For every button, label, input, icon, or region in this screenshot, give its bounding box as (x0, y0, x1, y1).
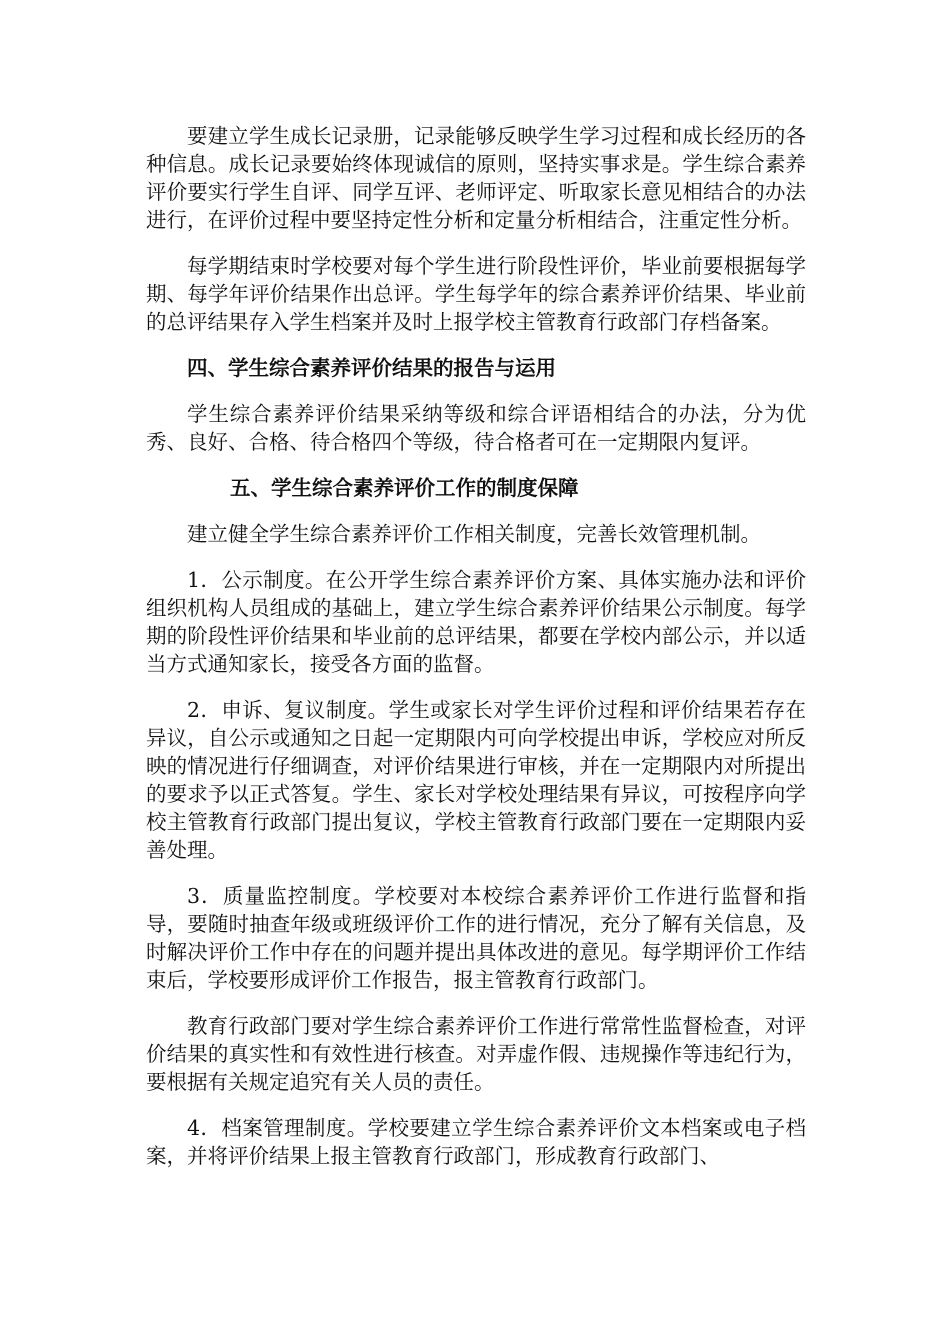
item-appeal-system: 2．申诉、复议制度。学生或家长对学生评价过程和评价结果若存在异议，自公示或通知之日起一定期限内可向学校提出申诉，学校应对所反映的情况进行仔细调查，对评价结果进行审核，并在一定期限内对所提出的要求予以正式答复。学生、家长对学校处理结果有异议，可按程序向学校主管教育行政部门提出复议，学校主管教育行政部门要在一定期限内妥善处理。 (146, 698, 806, 862)
section-4-heading: 四、学生综合素养评价结果的报告与运用 (187, 356, 556, 380)
document-body (146, 122, 806, 1188)
paragraph-growth-record: 要建立学生成长记录册，记录能够反映学生学习过程和成长经历的各种信息。成长记录要始终体现诚信的原则，坚持实事求是。学生综合素养评价要实行学生自评、同学互评、老师评定、听取家长意见相结合的办法进行，在评价过程中要坚持定性分析和定量分析相结合，注重定性分析。 (146, 124, 806, 232)
paragraph-semester-evaluation: 每学期结束时学校要对每个学生进行阶段性评价，毕业前要根据每学期、每学年评价结果作出总评。学生每学年的综合素养评价结果、毕业前的总评结果存入学生档案并及时上报学校主管教育行政部门存档备案。 (146, 254, 806, 334)
item-archive-management: 4．档案管理制度。学校要建立学生综合素养评价文本档案或电子档案，并将评价结果上报主管教育行政部门，形成教育行政部门、 (146, 1116, 806, 1168)
paragraph-supervision: 教育行政部门要对学生综合素养评价工作进行常常性监督检查，对评价结果的真实性和有效性进行核查。对弄虚作假、违规操作等违纪行为，要根据有关规定追究有关人员的责任。 (146, 1014, 806, 1094)
section-5-intro: 建立健全学生综合素养评价工作相关制度，完善长效管理机制。 (187, 522, 761, 546)
section-5-heading: 五、学生综合素养评价工作的制度保障 (230, 476, 579, 500)
item-publicity-system: 1．公示制度。在公开学生综合素养评价方案、具体实施办法和评价组织机构人员组成的基础上，建立学生综合素养评价结果公示制度。每学期的阶段性评价结果和毕业前的总评结果，都要在学校内部公示，并以适当方式通知家长，接受各方面的监督。 (146, 568, 806, 676)
item-quality-monitoring: 3．质量监控制度。学校要对本校综合素养评价工作进行监督和指导，要随时抽查年级或班级评价工作的进行情况，充分了解有关信息，及时解决评价工作中存在的问题并提出具体改进的意见。每学期评价工作结束后，学校要形成评价工作报告，报主管教育行政部门。 (146, 884, 806, 992)
section-4-body: 学生综合素养评价结果采纳等级和综合评语相结合的办法，分为优秀、良好、合格、待合格四个等级，待合格者可在一定期限内复评。 (146, 402, 806, 454)
